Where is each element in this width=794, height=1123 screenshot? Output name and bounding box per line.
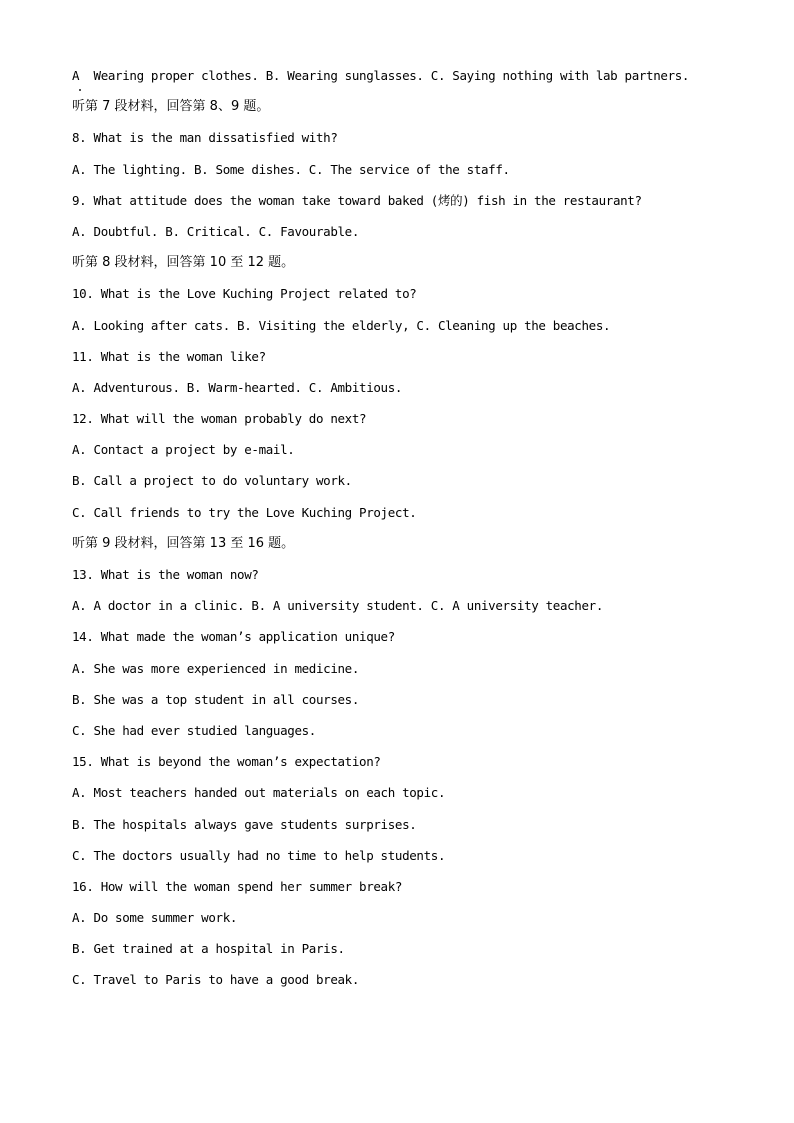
answer-options: A. Doubtful. B. Critical. C. Favourable. xyxy=(72,223,360,239)
question: 10. What is the Love Kuching Project related to? xyxy=(72,286,417,302)
question: 15. What is beyond the woman’s expectation? xyxy=(72,754,381,770)
answer-options: A. A doctor in a clinic. B. A university student. C. A university teacher. xyxy=(72,598,603,614)
question: 14. What made the woman’s application unique? xyxy=(72,629,395,645)
question: 16. How will the woman spend her summer break? xyxy=(72,878,403,894)
answer-option: C. The doctors usually had no time to help students. xyxy=(72,847,446,863)
answer-option: B. Get trained at a hospital in Paris. xyxy=(72,941,345,957)
answer-option: A. Most teachers handed out materials on each topic. xyxy=(72,785,446,801)
answer-option: C. She had ever studied languages. xyxy=(72,722,316,738)
answer-option: B. The hospitals always gave students surprises. xyxy=(72,816,417,832)
answer-option: A. Contact a project by e-mail. xyxy=(72,442,295,458)
section-heading: 听第 9 段材料，回答第 13 至 16 题。 xyxy=(72,535,295,551)
section-heading: 听第 8 段材料，回答第 10 至 12 题。 xyxy=(72,255,295,271)
answer-option: B. Call a project to do voluntary work. xyxy=(72,473,352,489)
answer-option: A. Do some summer work. xyxy=(72,910,238,926)
question: 13. What is the woman now? xyxy=(72,567,259,582)
answer-option: B. She was a top student in all courses. xyxy=(72,691,360,707)
question: 12. What will the woman probably do next? xyxy=(72,411,367,427)
answer-options: A. Looking after cats. B. Visiting the elderly, C. Cleaning up the beaches. xyxy=(72,317,611,333)
question: 11. What is the woman like? xyxy=(72,348,266,364)
answer-option: A. She was more experienced in medicine. xyxy=(72,660,360,676)
document-page xyxy=(72,66,752,1002)
answer-option: C. Travel to Paris to have a good break. xyxy=(72,972,360,988)
question: 9. What attitude does the woman take toward baked (烤的) fish in the restaurant? xyxy=(72,192,642,208)
answer-options: A. The lighting. B. Some dishes. C. The service of the staff. xyxy=(72,161,510,177)
answer-options: A Wearing proper clothes. B. Wearing sunglasses. C. Saying nothing with lab partners. xyxy=(72,68,690,83)
answer-option: C. Call friends to try the Love Kuching Project. xyxy=(72,504,417,520)
answer-options: A. Adventurous. B. Warm-hearted. C. Ambitious. xyxy=(72,379,403,395)
section-heading: 听第 7 段材料，回答第 8、9 题。 xyxy=(72,99,270,115)
question: 8. What is the man dissatisfied with? xyxy=(72,130,338,146)
